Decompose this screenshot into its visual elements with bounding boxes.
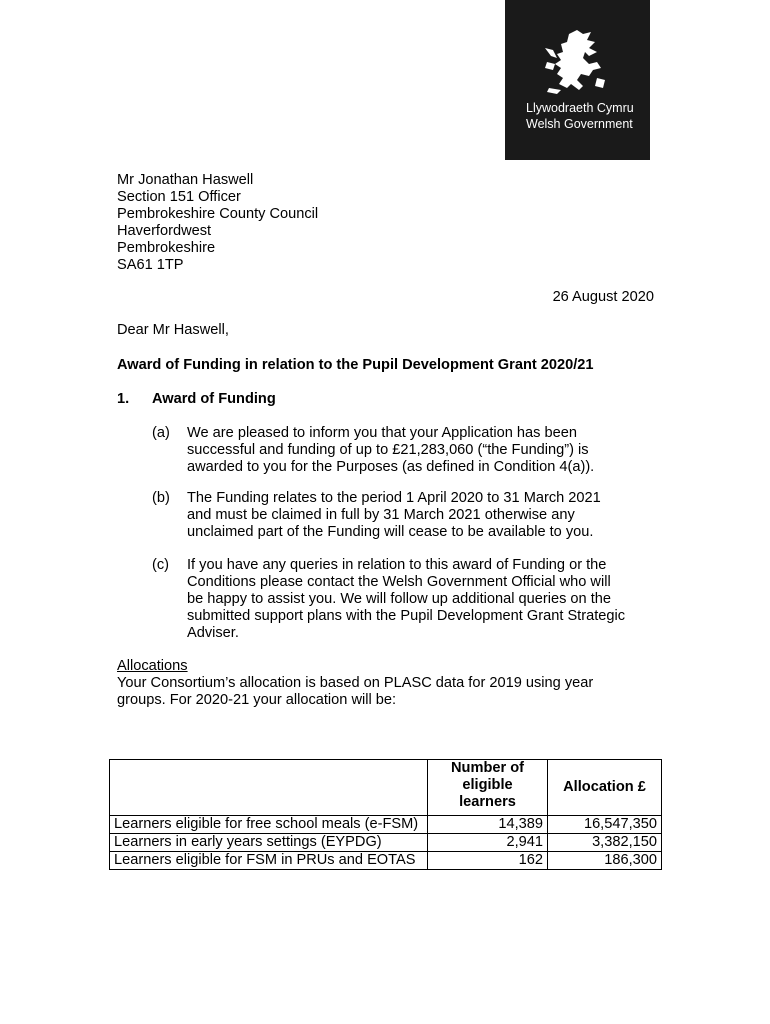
row-allocation: 16,547,350 — [548, 816, 662, 834]
subject-line: Award of Funding in relation to the Pupil Development Grant 2020/21 — [117, 357, 594, 373]
table-header-allocation: Allocation £ — [548, 760, 662, 816]
clause-line: Adviser. — [187, 625, 239, 641]
clause-line: successful and funding of up to £21,283,060 (“the Funding”) is — [187, 442, 589, 458]
table-header-empty — [110, 760, 428, 816]
logo-text — [526, 100, 634, 132]
clause-b-text — [187, 490, 657, 541]
row-learners: 2,941 — [428, 834, 548, 852]
clause-a-label: (a) — [152, 425, 170, 441]
table-row — [110, 852, 662, 870]
clause-line: and must be claimed in full by 31 March 2021 otherwise any — [187, 507, 575, 523]
clause-c-text — [187, 557, 657, 642]
row-allocation: 3,382,150 — [548, 834, 662, 852]
clause-line: We are pleased to inform you that your Application has been — [187, 425, 577, 441]
allocations-text — [117, 675, 593, 709]
section-number: 1. — [117, 391, 130, 407]
clause-b-label: (b) — [152, 490, 170, 506]
section-title: Award of Funding — [152, 391, 276, 407]
recipient-organisation: Pembrokeshire County Council — [117, 206, 319, 222]
welsh-dragon-icon — [539, 28, 609, 96]
table-row — [110, 816, 662, 834]
clause-line: If you have any queries in relation to this award of Funding or the — [187, 557, 607, 573]
clause-c-label: (c) — [152, 557, 170, 573]
clause-line: be happy to assist you. We will follow up additional queries on the — [187, 591, 612, 607]
welsh-government-logo — [505, 0, 650, 160]
row-allocation: 186,300 — [548, 852, 662, 870]
row-label: Learners eligible for FSM in PRUs and EOTAS — [110, 852, 428, 870]
clause-line: Conditions please contact the Welsh Government Official who will — [187, 574, 611, 590]
row-learners: 162 — [428, 852, 548, 870]
logo-line-english: Welsh Government — [526, 117, 633, 131]
recipient-address — [117, 172, 318, 274]
clause-line: awarded to you for the Purposes (as defined in Condition 4(a)). — [187, 459, 595, 475]
greeting: Dear Mr Haswell, — [117, 322, 229, 338]
table-header-learners: Number of eligible learners — [428, 760, 548, 816]
table-header-row — [110, 760, 662, 816]
table-row — [110, 834, 662, 852]
recipient-town: Haverfordwest — [117, 223, 212, 239]
clause-line: unclaimed part of the Funding will cease to be available to you. — [187, 524, 594, 540]
row-learners: 14,389 — [428, 816, 548, 834]
allocations-line: Your Consortium’s allocation is based on PLASC data for 2019 using year — [117, 675, 594, 691]
allocation-table — [109, 759, 662, 870]
recipient-name: Mr Jonathan Haswell — [117, 172, 254, 188]
clause-line: submitted support plans with the Pupil Development Grant Strategic — [187, 608, 626, 624]
recipient-title: Section 151 Officer — [117, 189, 241, 205]
recipient-county: Pembrokeshire — [117, 240, 216, 256]
letter-date: 26 August 2020 — [552, 289, 654, 305]
recipient-postcode: SA61 1TP — [117, 257, 184, 273]
clause-a-text — [187, 425, 657, 476]
logo-line-welsh: Llywodraeth Cymru — [526, 101, 634, 115]
row-label: Learners in early years settings (EYPDG) — [110, 834, 428, 852]
row-label: Learners eligible for free school meals (e-FSM) — [110, 816, 428, 834]
clause-line: The Funding relates to the period 1 April 2020 to 31 March 2021 — [187, 490, 601, 506]
allocations-heading: Allocations — [117, 658, 188, 674]
allocations-line: groups. For 2020-21 your allocation will be: — [117, 692, 397, 708]
